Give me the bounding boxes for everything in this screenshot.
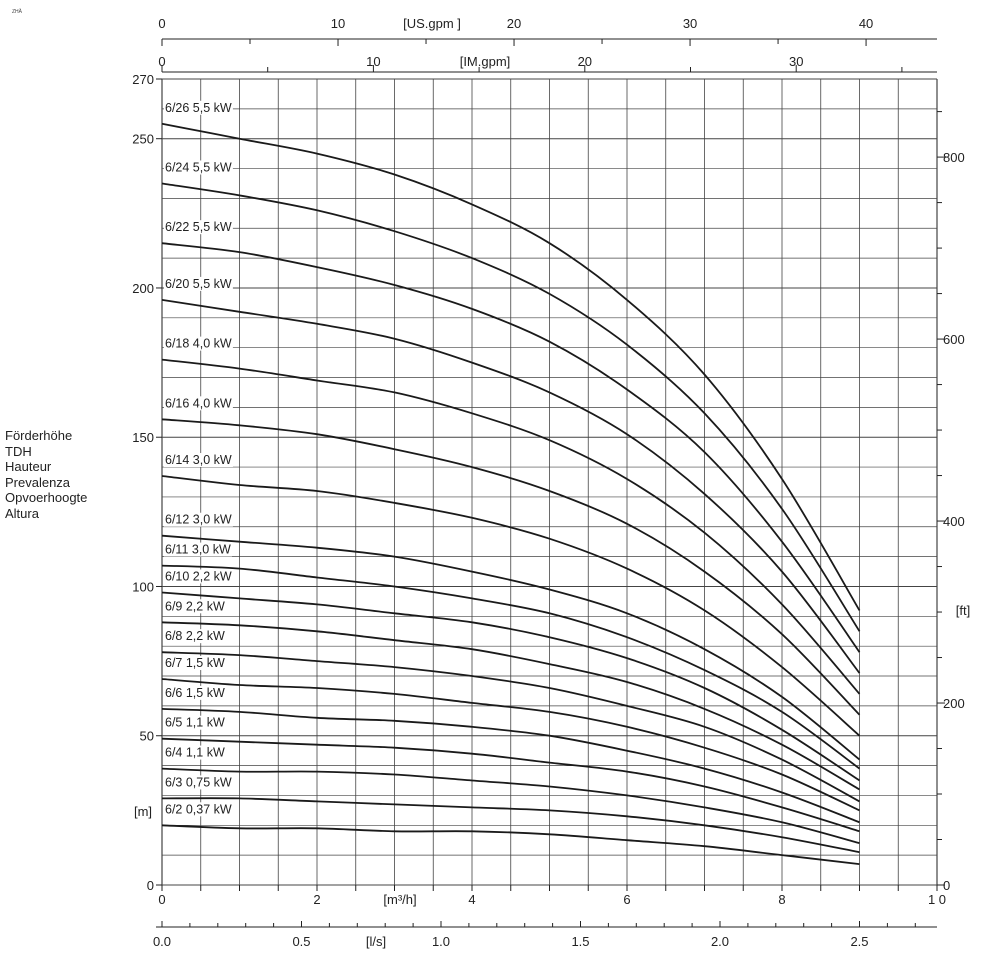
ls-tick-label: 2.5: [850, 934, 869, 949]
axes: [132, 16, 970, 949]
imgpm-tick-label: 10: [366, 54, 381, 69]
y-unit-label: [m]: [133, 804, 153, 819]
curve-label: 6/7 1,5 kW: [165, 656, 225, 671]
curve-label: 6/11 3,0 kW: [165, 542, 231, 557]
y-tick-label: 0: [146, 878, 154, 893]
curve-label: 6/22 5,5 kW: [165, 220, 232, 235]
grid: [162, 79, 937, 885]
curve-label: 6/8 2,2 kW: [165, 629, 225, 644]
y-title-line: TDH: [5, 443, 32, 459]
x-tick-label: 4: [468, 892, 476, 907]
y-tick-label: 150: [132, 430, 154, 446]
curve-label: 6/6 1,5 kW: [165, 685, 225, 700]
curve-label: 6/20 5,5 kW: [165, 276, 232, 291]
y-title-line: Hauteur: [5, 459, 52, 474]
y-title-line: Prevalenza: [5, 474, 71, 490]
curve-label: 6/5 1,1 kW: [165, 715, 225, 730]
y-title-line: Opvoerhoogte: [5, 490, 88, 505]
usgpm-unit-label: [US.gpm ]: [403, 16, 461, 31]
curve-label: 6/4 1,1 kW: [165, 745, 225, 760]
ls-unit-label: [l/s]: [365, 934, 387, 949]
imgpm-tick-label: 0: [158, 54, 166, 69]
usgpm-tick-label: 0: [158, 16, 166, 31]
right-tick-label: 600: [943, 332, 965, 348]
right-unit-label: [ft]: [955, 603, 971, 618]
x-tick-label: 8: [778, 892, 786, 907]
ls-tick-label: 2.0: [710, 934, 730, 949]
usgpm-tick-label: 20: [506, 16, 522, 31]
imgpm-tick-label: 30: [788, 54, 804, 69]
y-tick-label: 50: [139, 728, 154, 744]
ls-tick-label: 1.0: [431, 934, 451, 949]
curve-label: 6/12 3,0 kW: [165, 512, 232, 527]
curve-label: 6/10 2,2 kW: [165, 569, 232, 584]
curve-label: 6/14 3,0 kW: [165, 453, 232, 468]
x-unit-label: [m³/h]: [383, 892, 417, 907]
usgpm-tick-label: 40: [858, 16, 874, 31]
y-tick-label: 250: [132, 131, 154, 147]
y-title-line: Förderhöhe: [5, 428, 73, 443]
curve-label: 6/18 4,0 kW: [165, 336, 232, 351]
y-tick-label: 270: [132, 72, 154, 87]
right-tick-label: 400: [943, 514, 965, 530]
x-tick-label: 6: [623, 892, 631, 907]
imgpm-unit-label: [IM.gpm]: [459, 54, 511, 69]
ls-tick-label: 0.0: [152, 934, 172, 949]
curve-label: 6/2 0,37 kW: [165, 802, 232, 817]
curve-label: 6/24 5,5 kW: [165, 160, 232, 175]
usgpm-tick-label: 30: [682, 16, 698, 31]
imgpm-tick-label: 20: [577, 54, 593, 69]
y-tick-label: 200: [132, 280, 154, 296]
curve-label: 6/3 0,75 kW: [165, 775, 232, 790]
usgpm-tick-label: 10: [330, 16, 346, 31]
curve-label: 6/26 5,5 kW: [165, 100, 232, 115]
x-tick-label: 1 0: [927, 892, 947, 907]
ls-tick-label: 1.5: [571, 934, 590, 949]
right-tick-label: 0: [943, 878, 951, 893]
y-title-line: Altura: [5, 505, 39, 521]
y-tick-label: 100: [132, 579, 154, 595]
curve-label: 6/16 4,0 kW: [165, 396, 232, 411]
x-tick-label: 2: [313, 892, 321, 907]
right-tick-label: 200: [943, 696, 965, 712]
right-tick-label: 800: [943, 150, 965, 166]
ls-tick-label: 0.5: [292, 934, 311, 949]
curve-label: 6/9 2,2 kW: [165, 599, 225, 614]
corner-mark: ZHÄ: [12, 9, 22, 15]
x-tick-label: 0: [158, 892, 166, 907]
